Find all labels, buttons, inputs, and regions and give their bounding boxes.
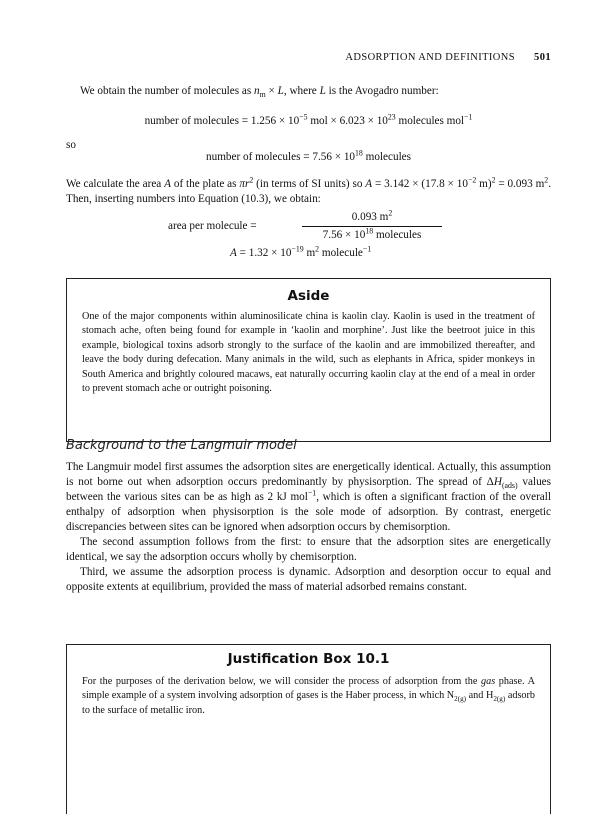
section-body bbox=[66, 460, 551, 595]
running-head-title: ADSORPTION AND DEFINITIONS bbox=[345, 52, 516, 63]
paragraph-3: Third, we assume the adsorption process is dynamic. Adsorption and desorption occur to equal and opposite extents at equilibrium, provided the mass of material adsorbed remains constant. bbox=[66, 566, 551, 593]
aside-box bbox=[66, 278, 551, 442]
equation-area-per-molecule bbox=[66, 210, 551, 265]
fraction-lhs: area per molecule = bbox=[168, 220, 257, 232]
justification-text: For the purposes of the derivation below, we will consider the process of adsorption from the gas phase. A simple example of a system involving adsorption of gases is the Haber process, in which $N_{2(g)}$ and $H_{2(g)}$ adsorb to the surface of metallic iron. bbox=[82, 676, 535, 716]
so-word: so bbox=[66, 139, 76, 151]
fraction-numerator: 0.093 $m^2$ bbox=[351, 208, 393, 223]
area-result-line: $A = 1.32 \times 10^{-19}$ $m^2$ molecule$^{-1}$ bbox=[230, 244, 372, 259]
justification-box bbox=[66, 644, 551, 814]
fraction-denominator: $7.56 \times 10^{18}$ molecules bbox=[322, 226, 422, 241]
area-paragraph: We calculate the area A of the plate as $\pi r^2$ (in terms of SI units) so $A = 3.142 \times (17.8 \times 10^{-2}$ m)$^2$ = 0.093 $m^2$. Then, inserting numbers into Equation (10.3), we obtain: bbox=[66, 175, 551, 205]
aside-title: Aside bbox=[287, 288, 330, 304]
aside-text: One of the major components within aluminosilicate china is kaolin clay. Kaolin is used in the treatment of stomach ache, often being found for example in ‘kaolin and morphine’. Just like the beetroot juice in this example, biological toxins adsorb strongly to the surface of the kaolin and are immobilized thereafter, and leave the body during defecation. Many animals in the wild, such as elephants in Africa, spider monkeys in South America and brightly coloured macaws, eat naturally occurring kaolin clay at the end of a meal in order to prevent stomach ache or outright poisoning. bbox=[82, 311, 535, 395]
running-head bbox=[345, 52, 551, 63]
paragraph-2: The second assumption follows from the first: to ensure that the adsorption sites are energetically identical, we say the adsorption occurs wholly by chemisorption. bbox=[66, 536, 551, 563]
justification-title: Justification Box 10.1 bbox=[227, 651, 390, 667]
paragraph-1: The Langmuir model first assumes the adsorption sites are energetically identical. Actually, this assumption is not borne out when adsorption occurs predominantly by physisorption. The spread of $\Delta H_{(ads)}$ values between the various sites can be as high as 2 kJ mol$^{-1}$, which is often a significant fraction of the overall enthalpy of adsorption when physisorption is the sole mode of adsorption. By contrast, energetic discrepancies between sites can be ignored when adsorption occurs by chemisorption. bbox=[66, 461, 551, 533]
equation-molecules-product: number of molecules = $1.256 \times 10^{-5}$ mol × $6.023 \times 10^{23}$ molecules mol$^{-1}$ bbox=[144, 112, 473, 127]
fraction bbox=[302, 210, 442, 243]
intro-line: We obtain the number of molecules as $n_m \times L$, where L is the Avogadro number: bbox=[80, 85, 439, 100]
section-heading: Background to the Langmuir model bbox=[66, 438, 297, 453]
page-number: 501 bbox=[534, 52, 551, 63]
equation-molecules-result: number of molecules = $7.56 \times 10^{18}$ molecules bbox=[206, 148, 411, 163]
